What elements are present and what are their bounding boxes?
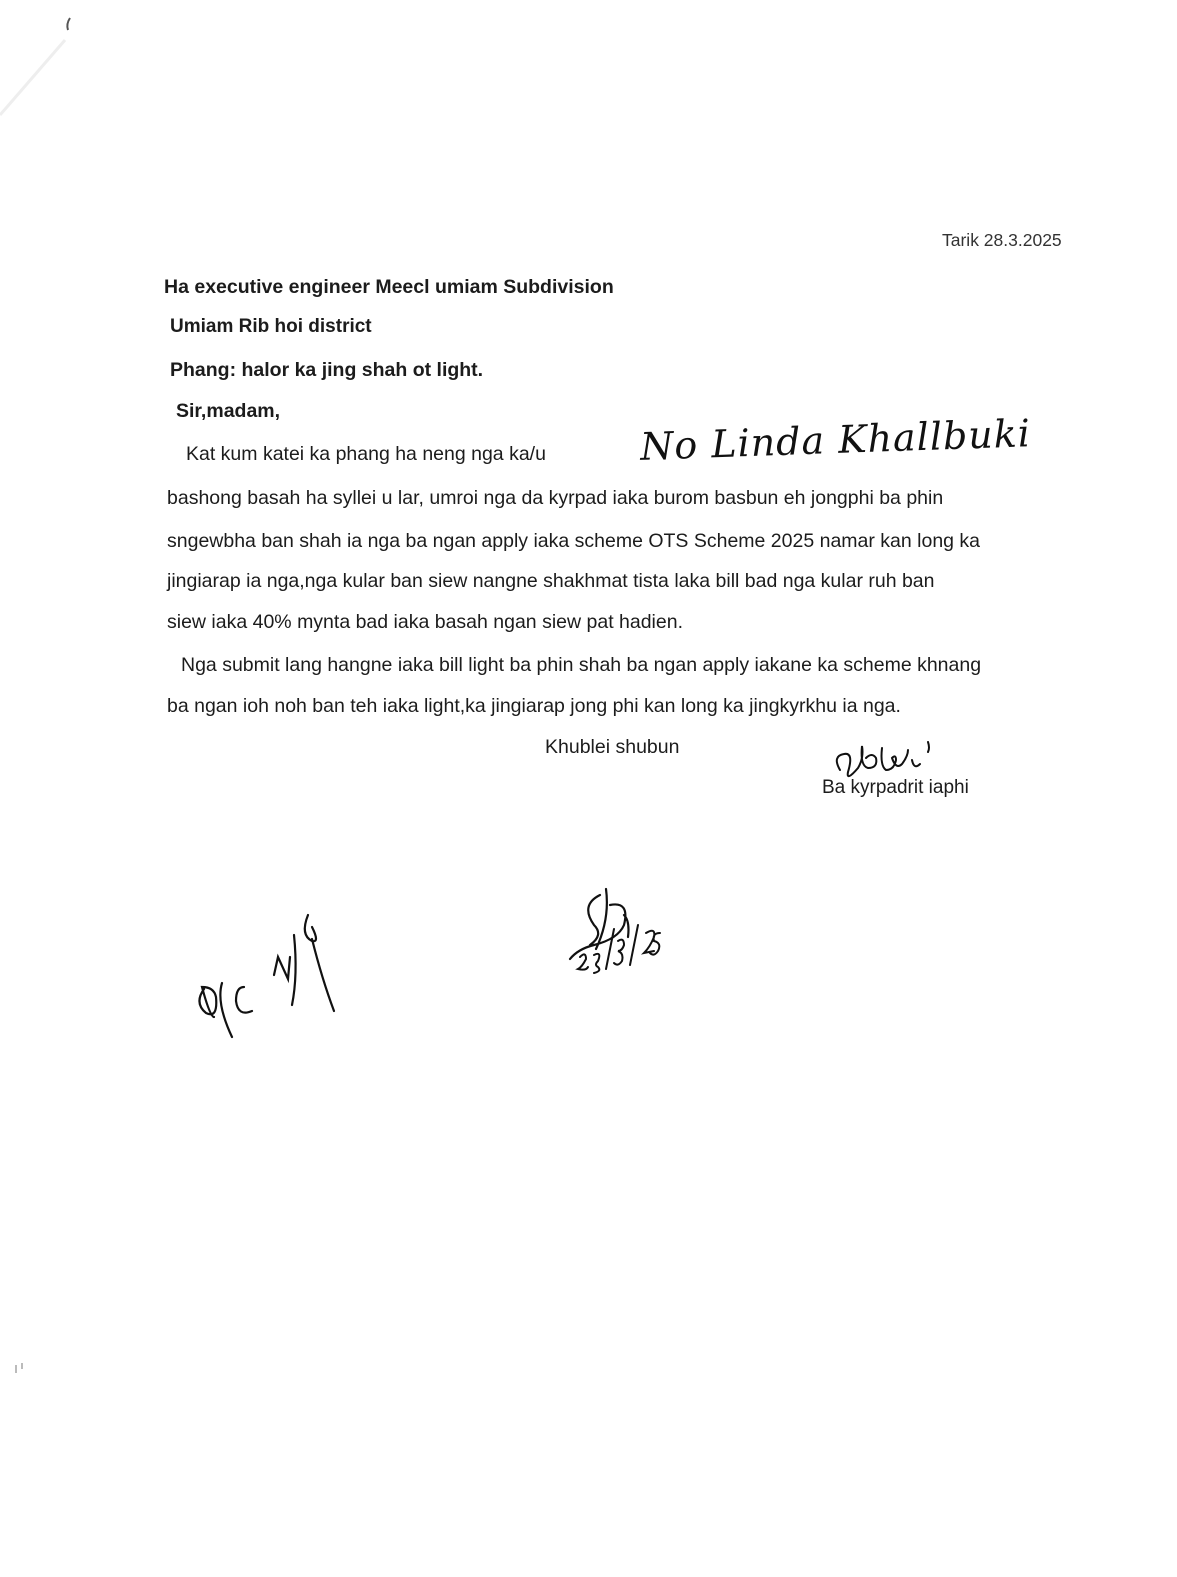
signatory-text: Ba kyrpadrit iaphi	[822, 777, 969, 798]
closing-text: Khublei shubun	[545, 736, 680, 758]
scan-artifact-bottom	[10, 1355, 40, 1385]
paragraph-1-line-1: Kat kum katei ka phang ha neng nga ka/u	[186, 443, 546, 465]
paragraph-1-line-5: siew iaka 40% mynta bad iaka basah ngan siew pat hadien.	[167, 611, 683, 633]
paragraph-1-line-2: bashong basah ha syllei u lar, umroi nga da kyrpad iaka burom basbun eh jongphi ba phin	[167, 487, 944, 509]
dated-initials-scribble	[560, 885, 700, 980]
paragraph-1-line-4: jingiarap ia nga,nga kular ban siew nangne shakhmat tista laka bill bad nga kular ruh ban	[167, 570, 935, 592]
recipient-line-2: Umiam Rib hoi district	[170, 316, 372, 337]
paragraph-2-line-2: ba ngan ioh noh ban teh iaka light,ka jingiarap jong phi kan long ka jingkyrkhu ia nga.	[167, 695, 901, 717]
recipient-line-1: Ha executive engineer Meecl umiam Subdivision	[164, 276, 614, 298]
salutation: Sir,madam,	[176, 400, 281, 422]
letter-date: Tarik 28.3.2025	[942, 230, 1062, 250]
handwritten-name: No Linda Khallbuki	[639, 411, 1032, 469]
scan-artifact	[0, 0, 120, 130]
paragraph-1-line-3: sngewbha ban shah ia nga ba ngan apply iaka scheme OTS Scheme 2025 namar kan long ka	[167, 530, 981, 552]
paragraph-2-line-1: Nga submit lang hangne iaka bill light ba phin shah ba ngan apply iakane ka scheme khnang	[181, 654, 982, 676]
subject-line: Phang: halor ka jing shah ot light.	[170, 359, 484, 381]
bottom-initials-scribble	[182, 905, 342, 1045]
